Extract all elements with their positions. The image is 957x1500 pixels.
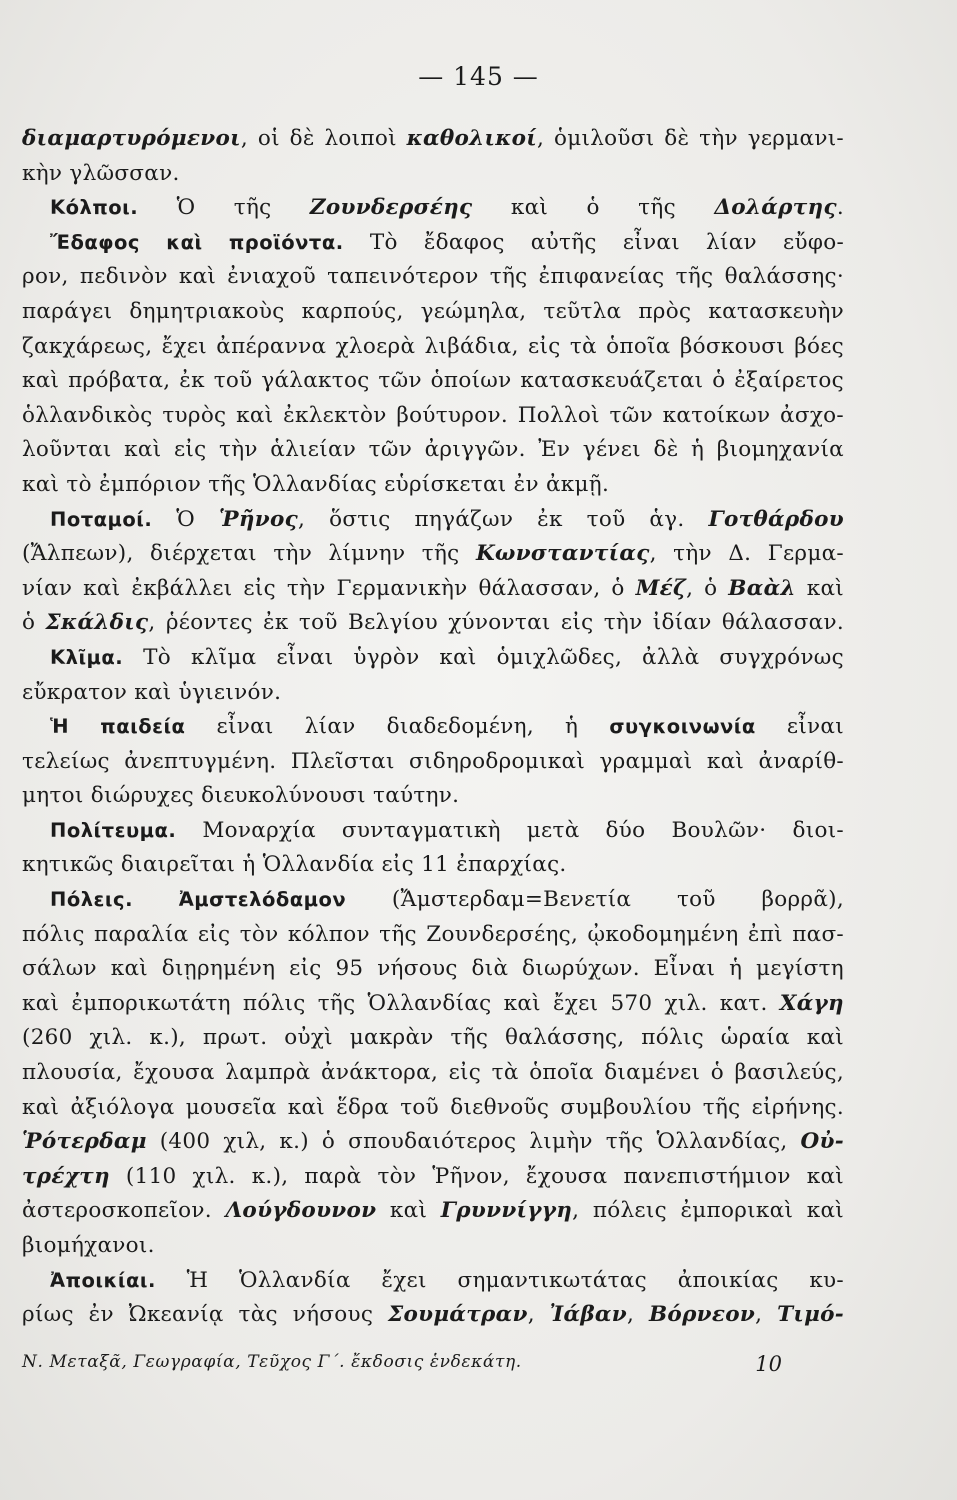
text-run: ἀστεροσκοπεῖον.: [22, 1198, 226, 1224]
text-line: [22, 399, 844, 434]
text-line: [22, 883, 844, 918]
text-run: [133, 887, 179, 912]
text-line: [22, 1298, 844, 1333]
page-footer: [22, 1352, 782, 1376]
text-line: [22, 987, 844, 1022]
section-heading: Κόλποι.: [50, 196, 139, 220]
text-line: [22, 260, 844, 295]
text-line: [22, 364, 844, 399]
section-heading: συγκοινωνία: [609, 715, 756, 739]
text-line: [22, 191, 844, 226]
section-heading: Πολίτευμα.: [50, 818, 177, 842]
text-line: [22, 1021, 844, 1056]
emphasized-term: Δολάρτης: [714, 195, 837, 221]
emphasized-term: τρέχτη: [22, 1163, 110, 1189]
text-run: ὁλλανδικὸς τυρὸς καὶ ἐκλεκτὸν βούτυρον. Πολλοὶ τῶν κατοίκων ἀσχο-: [22, 402, 844, 428]
text-line: [22, 1160, 844, 1195]
text-line: [22, 779, 844, 814]
text-run: , ὁμιλοῦσι δὲ τὴν γερμανι-: [537, 126, 844, 151]
text-line: [22, 814, 844, 849]
text-line: [22, 537, 844, 572]
text-line: [22, 1194, 844, 1229]
emphasized-term: Σκάλδις: [45, 610, 149, 636]
emphasized-term: Μέζ: [635, 575, 687, 601]
text-line: [22, 157, 844, 192]
text-run: (Ἄλπεων), διέρχεται τὴν λίμνην τῆς: [22, 541, 476, 567]
text-line: [22, 1229, 844, 1264]
text-run: (110 χιλ. κ.), παρὰ τὸν Ῥῆνον, ἔχουσα πανεπιστήμιον καὶ: [109, 1163, 844, 1189]
text-run: εὔκρατον καὶ ὑγιεινόν.: [22, 679, 282, 705]
text-line: [22, 295, 844, 330]
text-run: Ὁ τῆς: [138, 195, 310, 221]
footer-sheet-number: 10: [755, 1352, 782, 1376]
text-run: ρίως ἐν Ὠκεανίᾳ τὰς νήσους: [22, 1302, 389, 1328]
emphasized-term: Βόρνεον: [648, 1302, 756, 1328]
section-heading: Ἀμστελόδαμον: [178, 888, 347, 912]
text-run: κὴν γλῶσσαν.: [22, 160, 180, 186]
text-run: μητοι διώρυχες διευκολύνουσι ταύτην.: [22, 783, 460, 809]
text-line: [22, 468, 844, 503]
text-run: (400 χιλ, κ.) ὁ σπουδαιότερος λιμὴν τῆς Ὁλλανδίας,: [146, 1129, 801, 1155]
text-run: καὶ: [376, 1198, 441, 1224]
emphasized-term: Κωνσταντίας: [475, 541, 650, 567]
text-run: βιομήχανοι.: [22, 1233, 155, 1258]
emphasized-term: Ῥότερδαμ: [22, 1129, 147, 1155]
text-run: , οἱ δὲ λοιποὶ: [240, 126, 407, 151]
emphasized-term: Σουμάτραν: [388, 1302, 528, 1328]
text-run: σάλων καὶ διῃρημένη εἰς 95 νήσους διὰ διωρύχων. Εἶναι ἡ μεγίστη: [22, 956, 844, 982]
emphasized-term: Βαὰλ: [728, 575, 796, 601]
emphasized-term: Οὐ-: [800, 1129, 844, 1155]
emphasized-term: Ζουνδερσέης: [309, 195, 473, 221]
text-run: πλουσία, ἔχουσα λαμπρὰ ἀνάκτορα, εἰς τὰ ὁποῖα διαμένει ὁ βασιλεύς,: [22, 1060, 844, 1086]
emphasized-term: Τιμό-: [777, 1302, 844, 1328]
emphasized-term: Χάγη: [779, 990, 844, 1016]
text-line: [22, 848, 844, 883]
text-run: κητικῶς διαιρεῖται ἡ Ὁλλανδία εἰς 11 ἐπαρχίας.: [22, 852, 567, 878]
text-run: , τὴν Δ. Γερμα-: [649, 541, 845, 567]
emphasized-term: Ἰάβαν: [549, 1302, 627, 1328]
text-line: [22, 1264, 844, 1299]
section-heading: Κλῖμα.: [50, 645, 124, 669]
text-run: (Ἄμστερδαμ=Βενετία τοῦ βορρᾶ),: [346, 887, 844, 913]
text-run: καὶ: [795, 575, 845, 601]
text-run: εἶναι: [755, 714, 844, 740]
text-run: τελείως ἀνεπτυγμένη. Πλεῖσται σιδηροδρομικαὶ γραμμαὶ καὶ ἀναρίθ-: [22, 748, 844, 774]
page-number: — 145 —: [418, 62, 539, 91]
text-run: ρον, πεδινὸν καὶ ἐνιαχοῦ ταπεινότερον τῆς ἐπιφανείας τῆς θαλάσσης·: [22, 264, 844, 290]
text-run: εἶναι λίαν διαδεδομένη, ἡ: [185, 714, 610, 740]
text-line: [22, 952, 844, 987]
text-line: [22, 676, 844, 711]
text-run: Τὸ ἔδαφος αὐτῆς εἶναι λίαν εὔφο-: [343, 229, 845, 255]
text-run: πόλις παραλία εἰς τὸν κόλπον τῆς Ζουνδερσέης, ᾠκοδομημένη ἐπὶ πασ-: [22, 921, 844, 947]
text-run: καὶ ἐμπορικωτάτη πόλις τῆς Ὁλλανδίας καὶ ἔχει 570 χιλ. κατ.: [22, 990, 780, 1016]
emphasized-term: Γρυννίγγη: [440, 1198, 573, 1224]
emphasized-term: Ῥῆνος: [218, 506, 299, 532]
text-line: [22, 330, 844, 365]
text-line: [22, 1056, 844, 1091]
text-run: λοῦνται καὶ εἰς τὴν ἁλιείαν τῶν ἀριγγῶν. Ἐν γένει δὲ ἡ βιομηχανία: [22, 437, 844, 463]
emphasized-term: Λούγδουνον: [225, 1198, 377, 1224]
text-run: καὶ ὁ τῆς: [472, 195, 715, 221]
text-run: , ῥέοντες ἐκ τοῦ Βελγίου χύνονται εἰς τὴν ἰδίαν θάλασσαν.: [148, 610, 844, 636]
footer-citation: Ν. Μεταξᾶ, Γεωγραφία, Τεῦχος Γ΄. ἔκδοσις ἑνδεκάτη.: [22, 1352, 522, 1372]
text-line: [22, 745, 844, 780]
emphasized-term: διαμαρτυρόμενοι: [22, 126, 241, 151]
section-heading: Ἔδαφος καὶ προϊόντα.: [50, 230, 344, 254]
text-run: (260 χιλ. κ.), πρωτ. οὐχὶ μακρὰν τῆς θαλάσσης, πόλις ὡραία καὶ: [22, 1025, 844, 1051]
text-run: παράγει δημητριακοὺς καρπούς, γεώμηλα, τεῦτλα πρὸς κατασκευὴν: [22, 298, 844, 324]
text-run: ,: [755, 1302, 778, 1328]
text-run: , πόλεις ἐμπορικαὶ καὶ: [572, 1198, 844, 1224]
text-line: [22, 433, 844, 468]
text-line: [22, 1091, 844, 1126]
text-run: νίαν καὶ ἐκβάλλει εἰς τὴν Γερμανικὴν θάλασσαν, ὁ: [22, 575, 636, 601]
section-heading: Πόλεις.: [50, 888, 133, 912]
text-line: [22, 572, 844, 607]
text-line: [22, 122, 844, 157]
text-line: [22, 503, 844, 538]
text-run: ,: [626, 1302, 649, 1328]
text-line: [22, 226, 844, 261]
text-run: Τὸ κλῖμα εἶναι ὑγρὸν καὶ ὁμιχλῶδες, ἀλλὰ συγχρόνως: [123, 644, 844, 670]
text-run: , ὅστις πηγάζων ἐκ τοῦ ἁγ.: [298, 506, 709, 532]
section-heading: Ποταμοί.: [50, 507, 153, 531]
text-run: καὶ ἀξιόλογα μουσεῖα καὶ ἕδρα τοῦ διεθνοῦς συμβουλίου τῆς εἰρήνης.: [22, 1094, 844, 1120]
text-run: Ὁ: [152, 506, 219, 532]
text-line: [22, 1125, 844, 1160]
section-heading: Ἀποικίαι.: [50, 1268, 156, 1292]
text-run: .: [836, 195, 844, 221]
text-run: ὁ: [22, 610, 46, 636]
section-heading: Ἡ παιδεία: [50, 715, 186, 739]
text-run: ζακχάρεως, ἔχει ἀπέραννα χλοερὰ λιβάδια, εἰς τὰ ὁποῖα βόσκουσι βόες: [22, 333, 844, 359]
text-run: Ἡ Ὁλλανδία ἔχει σημαντικωτάτας ἀποικίας κυ-: [155, 1267, 844, 1293]
emphasized-term: καθολικοί: [406, 126, 538, 151]
text-run: καὶ τὸ ἐμπόριον τῆς Ὁλλανδίας εὑρίσκεται ἐν ἀκμῇ.: [22, 471, 610, 497]
text-run: ,: [527, 1302, 550, 1328]
text-line: [22, 606, 844, 641]
text-run: Μοναρχία συνταγματικὴ μετὰ δύο Βουλῶν· διοι-: [176, 817, 844, 843]
emphasized-term: Γοτθάρδου: [708, 506, 844, 532]
page-body: [22, 122, 844, 1333]
text-run: , ὁ: [686, 575, 729, 601]
text-line: [22, 918, 844, 953]
text-line: [22, 641, 844, 676]
text-line: [22, 710, 844, 745]
text-run: καὶ πρόβατα, ἐκ τοῦ γάλακτος τῶν ὁποίων κατασκευάζεται ὁ ἐξαίρετος: [22, 368, 844, 394]
